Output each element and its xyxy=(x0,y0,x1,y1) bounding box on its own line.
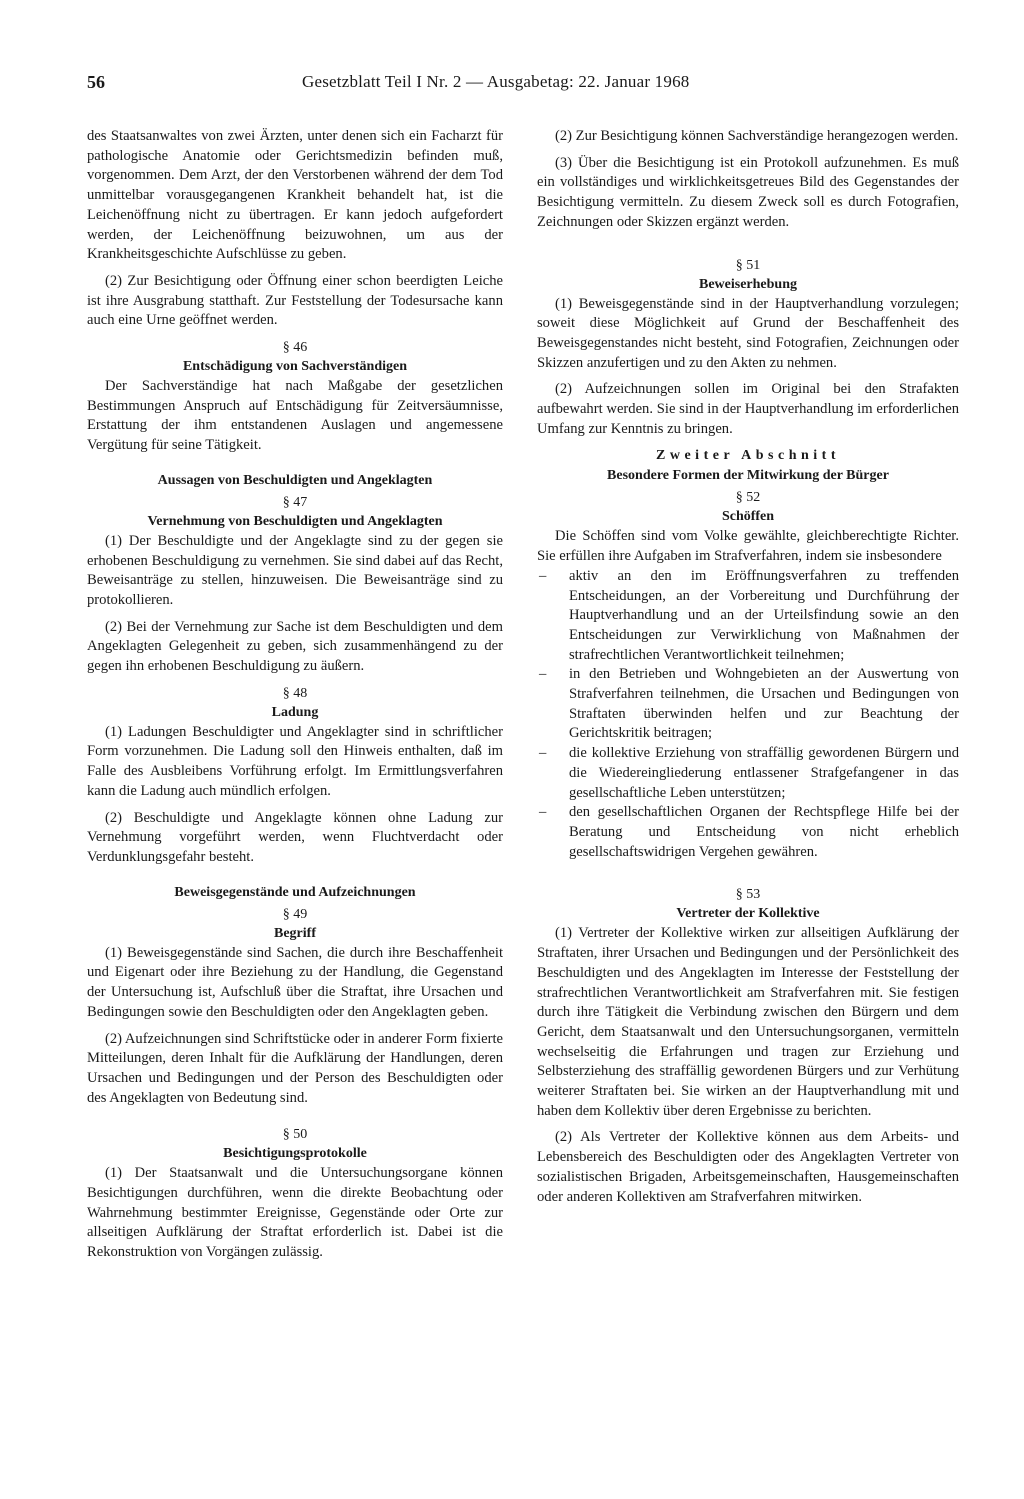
list-item: – den gesellschaftlichen Organen der Rechtspflege Hilfe bei der Beratung und Entscheidung von nicht erheblich gesellschaftswidrigen Vergehen gewähren. xyxy=(537,803,959,862)
section-47-title: Vernehmung von Beschuldigten und Angeklagten xyxy=(147,513,443,529)
section-51-number: § 51 xyxy=(735,257,761,273)
section-48-para-2: (2) Beschuldigte und Angeklagte können ohne Ladung zur Vernehmung vorgeführt werden, wenn Fluchtverdacht oder Verdunklungsgefahr besteht. xyxy=(87,809,503,865)
section-51-para-2: (2) Aufzeichnungen sollen im Original bei den Strafakten aufbewahrt werden. Sie sind in der Hauptverhandlung im erforderlichen Umfang zur Kenntnis zu bringen. xyxy=(537,381,959,437)
section-53-number: § 53 xyxy=(735,887,761,903)
left-column xyxy=(87,127,503,1270)
section-46-title: Entschädigung von Sachverständigen xyxy=(182,359,408,375)
section-48-title: Ladung xyxy=(271,704,319,720)
section-46-text: Der Sachverständige hat nach Maßgabe der gesetzlichen Bestimmungen Anspruch auf Entschädigung für Zeitversäumnisse, Erstattung der ihm entstandenen Auslagen und angemessene Vergütung für seine Tätigkeit. xyxy=(87,378,503,454)
section-47-number: § 47 xyxy=(282,494,308,510)
part-title: Besondere Formen der Mitwirkung der Bürger xyxy=(607,468,889,484)
section-51-title: Beweiserhebung xyxy=(699,276,797,292)
section-48-para-1: (1) Ladungen Beschuldigter und Angeklagter sind in schriftlicher Form vorzunehmen. Die Ladung soll den Hinweis enthalten, daß im Falle des Ausbleibens Vorführung erfolgt. Im Ermittlungsverfahren kann die Ladung auch mündlich erfolgen. xyxy=(87,723,503,799)
section-52-title: Schöffen xyxy=(721,509,775,525)
section-49-title: Begriff xyxy=(274,925,316,941)
section-53-title: Vertreter der Kollektive xyxy=(676,906,820,922)
heading-beweisgegenstaende: Beweisgegenstände und Aufzeichnungen xyxy=(174,884,416,900)
section-49-para-1: (1) Beweisgegenstände sind Sachen, die durch ihre Beschaffenheit und Eigenart oder ihre Beziehung zu der Handlung, die Gegenstand der Untersuchung ist, Aufschluß über die Straftat, ihre Ursachen und Bedingungen sowie den Beschuldigten oder den Angeklagten geben. xyxy=(87,944,503,1020)
heading-aussagen: Aussagen von Beschuldigten und Angeklagten xyxy=(157,472,433,488)
section-50-title: Besichtigungsprotokolle xyxy=(223,1146,367,1162)
paragraph-45-continued: des Staatsanwaltes von zwei Ärzten, unter denen sich ein Facharzt für pathologische Anatomie oder Gerichtsmedizin befinden muß, vorgenommen. Dem Arzt, der den Verstorbenen während der dem Tod unmittelbar vorausgegangenen Krankheit behandelt hat, ist die Leichenöffnung nicht zu übertragen. Er kann jedoch aufgefordert werden, der Leichenöffnung beizuwohnen, um aus der Krankheitsgeschichte Aufschlüsse zu geben. xyxy=(87,128,503,263)
section-49-para-2: (2) Aufzeichnungen sind Schriftstücke oder in anderer Form fixierte Mitteilungen, deren Inhalt für die Aufklärung der Handlungen, deren Ursachen und Bedingungen und der Person des Beschuldigten oder des Angeklagten von Bedeutung sind. xyxy=(87,1030,503,1106)
section-47-para-1: (1) Der Beschuldigte und der Angeklagte sind zu der gegen sie erhobenen Beschuldigung zu vernehmen. Sie sind dabei auf das Recht, Beweisanträge zu stellen, hinzuweisen. Die Beweisanträge sind zu protokollieren. xyxy=(87,532,503,608)
section-50-para-3: (3) Über die Besichtigung ist ein Protokoll aufzunehmen. Es muß ein vollständiges und wirklichkeitsgetreues Bild des Gegenstandes der Besichtigung vermitteln. Zu diesem Zweck soll es durch Fotografien, Zeichnungen oder Skizzen ergänzt werden. xyxy=(537,154,959,230)
list-item: – in den Betrieben und Wohngebieten an der Auswertung von Strafverfahren teilnehmen, die Ursachen und Bedingungen von Straftaten überwinden helfen und zur Beachtung der Gerichtskritik beitragen; xyxy=(537,665,959,744)
page-header xyxy=(87,70,967,94)
section-46-number: § 46 xyxy=(282,340,308,356)
list-item: – aktiv an den im Eröffnungsverfahren zu treffenden Entscheidungen, an der Vorbereitung und Durchführung der Hauptverhandlung und an der Urteilsfindung sowie an den Entscheidungen zur Verwirklichung von Maßnahmen der strafrechtlichen Verantwortlichkeit teilnehmen; xyxy=(537,567,959,666)
section-52-list xyxy=(537,567,959,863)
paragraph-45-2: (2) Zur Besichtigung oder Öffnung einer schon beerdigten Leiche ist ihre Ausgrabung statthaft. Zur Feststellung der Todesursache kann auch eine Urne geöffnet werden. xyxy=(87,272,503,329)
section-47-para-2: (2) Bei der Vernehmung zur Sache ist dem Beschuldigten und dem Angeklagten Gelegenheit zu geben, sich zusammenhängend zu der gegen ihn erhobenen Beschuldigung zu äußern. xyxy=(87,618,503,675)
section-52-intro: Die Schöffen sind vom Volke gewählte, gleichberechtigte Richter. Sie erfüllen ihre Aufgaben im Strafverfahren, indem sie insbesondere xyxy=(537,528,959,565)
section-49-number: § 49 xyxy=(282,906,308,922)
section-50-para-2: (2) Zur Besichtigung können Sachverständige herangezogen werden. xyxy=(555,128,959,144)
section-53-para-2: (2) Als Vertreter der Kollektive können aus dem Arbeits- und Lebensbereich des Beschuldigten oder des Angeklagten Vertreter von sozialistischen Brigaden, Arbeitsgemeinschaften, Hausgemeinschaften oder anderen Kollektiven am Strafverfahren mitwirken. xyxy=(537,1129,959,1205)
list-item: – die kollektive Erziehung von straffällig gewordenen Bürgern und die Wiedereingliederung entlassener Strafgefangener in das gesellschaftliche Leben unterstützen; xyxy=(537,744,959,803)
section-51-para-1: (1) Beweisgegenstände sind in der Hauptverhandlung vorzulegen; soweit diese Möglichkeit auf Grund der Beschaffenheit des Beweisgegenstandes nicht besteht, sind Fotografien, Zeichnungen oder Skizzen anzufertigen und zu den Akten zu nehmen. xyxy=(537,295,959,371)
section-53-para-1: (1) Vertreter der Kollektive wirken zur allseitigen Aufklärung der Straftaten, ihrer Ursachen und Bedingungen und der Persönlichkeit des Beschuldigten und des Angeklagten im Interesse der Feststellung der strafrechtlichen Verantwortlichkeit am Strafverfahren mit. Sie festigen durch ihre Tätigkeit die Verbindung zwischen den Bürgern und dem Gericht, dem Staatsanwalt und den Untersuchungsorganen, vermitteln wechselseitig die Erfahrungen und tragen zur Erziehung und Selbsterziehung des straffällig gewordenen Bürgers und zur Verhütung weiterer Straftaten bei. Sie wirken an der Hauptverhandlung mit und haben dem Kollektiv über deren Ergebnisse zu berichten. xyxy=(537,925,959,1119)
gazette-title: Gesetzblatt Teil I Nr. 2 — Ausgabetag: 22. Januar 1968 xyxy=(302,72,690,91)
right-column xyxy=(537,127,959,1214)
page-number: 56 xyxy=(87,72,105,92)
section-50-number: § 50 xyxy=(282,1127,308,1143)
section-48-number: § 48 xyxy=(282,685,308,701)
section-50-para-1: (1) Der Staatsanwalt und die Untersuchungsorgane können Besichtigungen durchführen, wenn die direkte Beobachtung oder Wahrnehmung bestimmter Ereignisse, Gegenstände oder Orte zur allseitigen Aufklärung der Straftat erforderlich ist. Dabei ist die Rekonstruktion von Vorgängen zulässig. xyxy=(87,1165,503,1261)
section-52-number: § 52 xyxy=(735,490,761,506)
part-heading: Zweiter Abschnitt xyxy=(656,448,840,464)
